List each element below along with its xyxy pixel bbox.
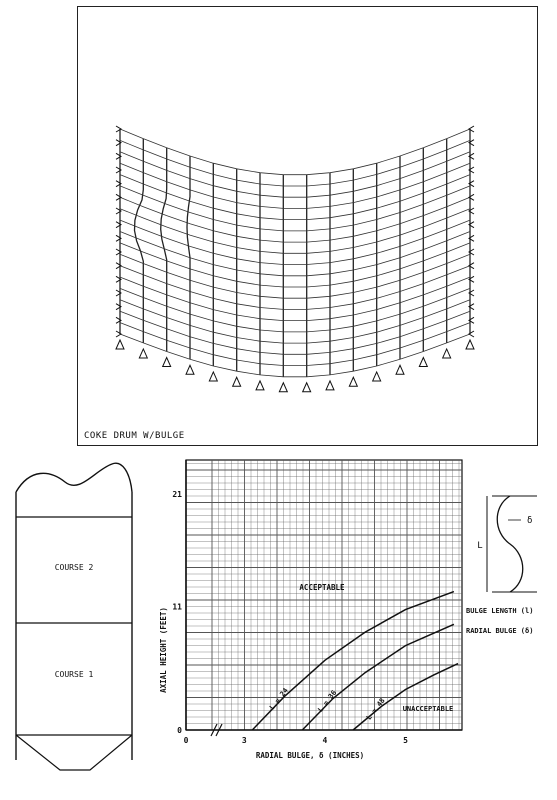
mesh-hoop-line (120, 140, 470, 186)
bulge-legend-sketch (466, 496, 537, 635)
legend-delta-symbol: δ (527, 516, 533, 526)
support-triangle-icon (443, 349, 451, 358)
mesh-hoop-line (120, 254, 470, 298)
chart-plot-frame (186, 460, 462, 730)
support-triangle-icon (326, 381, 334, 390)
bulge-chart (159, 460, 462, 760)
course2-label: COURSE 2 (54, 563, 94, 572)
mesh-hoop-line (120, 288, 470, 332)
series-label: L = 36 (316, 688, 339, 714)
x-tick-label: 3 (241, 736, 247, 745)
support-triangle-icon (139, 349, 147, 358)
series-label: L = 48 (364, 696, 387, 722)
support-triangle-icon (373, 372, 381, 381)
support-triangle-icon (256, 381, 264, 390)
support-triangle-icon (209, 372, 217, 381)
fem-model-panel (77, 6, 538, 446)
x-tick-label: 5 (403, 736, 408, 745)
support-triangle-icon (396, 365, 404, 374)
support-triangle-icon (116, 340, 124, 349)
course1-label: COURSE 1 (54, 670, 94, 679)
y-tick-label: 11 (172, 602, 182, 612)
x-tick-label: 4 (322, 736, 328, 745)
y-tick-label: 21 (172, 489, 182, 499)
mesh-hoop-line (120, 277, 470, 321)
support-triangle-icon (186, 365, 194, 374)
y-axis-label: AXIAL HEIGHT (FEET) (159, 607, 168, 693)
drum-outline (16, 463, 132, 760)
drum-bottom-cone (16, 735, 132, 770)
support-triangle-icon (233, 377, 241, 386)
mesh-hoop-line (120, 323, 470, 366)
fem-caption: COKE DRUM W/BULGE (84, 431, 185, 441)
x-axis-label: RADIAL BULGE, δ (INCHES) (255, 751, 365, 760)
legend-bulge-profile (497, 496, 523, 592)
mesh-hoop-line (120, 243, 470, 287)
mesh-hoop-line (120, 334, 470, 377)
mesh-hoop-line (120, 311, 470, 354)
support-triangle-icon (466, 340, 474, 349)
drum-sketch (16, 463, 132, 770)
legend-length-symbol: L (477, 541, 483, 551)
support-triangle-icon (349, 377, 357, 386)
support-triangle-icon (163, 357, 171, 366)
legend-radial-bulge: RADIAL BULGE (δ) (466, 627, 534, 635)
support-triangle-icon (419, 357, 427, 366)
support-triangle-icon (303, 383, 311, 392)
support-triangle-icon (279, 383, 287, 392)
series-label: L = 24 (268, 686, 290, 712)
y-tick-label: 0 (177, 726, 182, 735)
fem-mesh-drawing (78, 7, 539, 447)
x-tick-label: 0 (183, 736, 189, 745)
annotation-acceptable: ACCEPTABLE (299, 583, 345, 592)
legend-bulge-length: BULGE LENGTH (l) (466, 607, 534, 615)
mesh-hoop-line (120, 266, 470, 310)
mesh-hoop-line (120, 129, 470, 175)
annotation-unacceptable: UNACCEPTABLE (402, 705, 454, 713)
mesh-hoop-line (120, 300, 470, 343)
